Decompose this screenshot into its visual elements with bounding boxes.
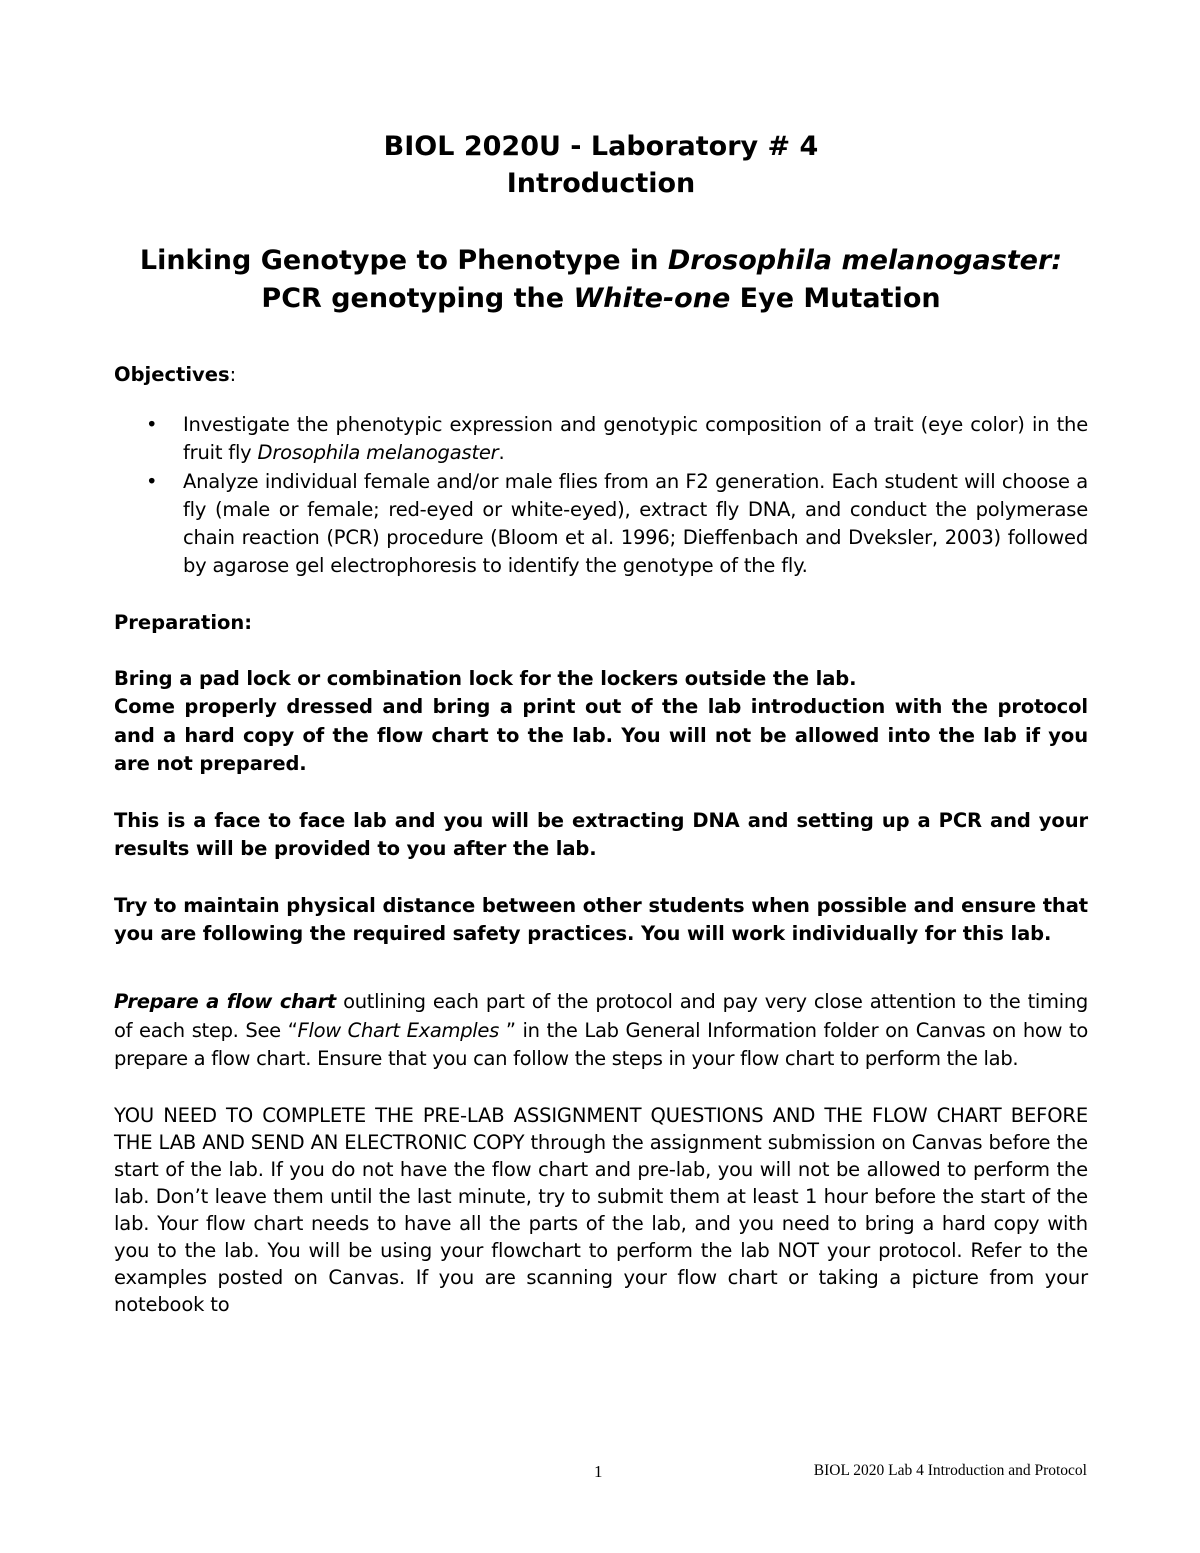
subtitle-line1-italic: Drosophila melanogaster: [667, 245, 1063, 276]
flowchart-lead: Prepare a flow chart [114, 989, 336, 1013]
flowchart-text-a: outlining each part of the protocol and pay very close attention to the timing of each step. See “ [114, 989, 1088, 1042]
flowchart-paragraph [114, 988, 1088, 1074]
objectives-heading-text: Objectives [114, 363, 230, 386]
document-page [114, 128, 1088, 1338]
preparation-distance-text: Try to maintain physical distance between other students when possible and ensure that you are following the required safety practices. You will work individually for this lab. [114, 893, 1088, 946]
subtitle [114, 242, 1088, 318]
flowchart-text-b: ” in the Lab General Information folder on Canvas on how to prepare a flow chart. Ensure that you can follow the steps in your flow chart to perform the lab. [114, 1018, 1088, 1071]
list-item [114, 411, 1088, 468]
objective-1-text: Investigate the phenotypic expression and genotypic composition of a trait (eye color) in the fruit fly [183, 413, 1088, 465]
preparation-lock-text: Bring a pad lock or combination lock for the lockers outside the lab. [114, 666, 857, 690]
subtitle-line2-text: PCR genotyping the [261, 283, 574, 314]
objective-1-end: . [498, 441, 505, 465]
footer-doc-label: BIOL 2020 Lab 4 Introduction and Protocol [813, 1462, 1087, 1479]
subtitle-line2-italic: White-one [573, 283, 731, 314]
subtitle-line1-text: Linking Genotype to Phenotype in [139, 245, 668, 276]
bullet-icon: • [146, 469, 158, 493]
page-number: 1 [594, 1462, 603, 1481]
preparation-heading: Preparation: [114, 610, 253, 634]
flowchart-italic: Flow Chart Examples [297, 1018, 506, 1042]
objectives-heading [114, 361, 1088, 389]
page-title [114, 128, 1088, 202]
objective-2-text: Analyze individual female and/or male flies from an F2 generation. Each student will choose a fly (male or female; red-eyed or white-eyed), extract fly DNA, and conduct the polymerase chain reaction (PCR) procedure (Bloom et al. 1996; Dieffenbach and Dveksler, 2003) followed by agarose gel electrophoresis to identify the genotype of the fly. [183, 469, 1088, 578]
objective-1-italic: Drosophila melanogaster [257, 441, 499, 465]
prelab-paragraph: YOU NEED TO COMPLETE THE PRE-LAB ASSIGNMENT QUESTIONS AND THE FLOW CHART BEFORE THE LAB AND SEND AN ELECTRONIC COPY through the assignment submission on Canvas before the start of the lab. If you do not have the flow chart and pre-lab, you will not be allowed to perform the lab. Don’t leave them until the last minute, try to submit them at least 1 hour before the start of the lab. Your flow chart needs to have all the parts of the lab, and you need to bring a hard copy with you to the lab. You will be using your flowchart to perform the lab NOT your protocol. Refer to the examples posted on Canvas. If you are scanning your flow chart or taking a picture from your notebook to [114, 1104, 1088, 1317]
objectives-heading-colon: : [229, 363, 237, 386]
preparation-face-to-face-text: This is a face to face lab and you will be extracting DNA and setting up a PCR and your results will be provided to you after the lab. [114, 808, 1088, 861]
title-line-2: Introduction [506, 168, 696, 199]
title-line-1: BIOL 2020U - Laboratory # 4 [383, 131, 819, 162]
bullet-icon: • [146, 413, 158, 436]
preparation-dress-text: Come properly dressed and bring a print out of the lab introduction with the protocol and a hard copy of the flow chart to the lab. You will not be allowed into the lab if you are not prepared. [114, 695, 1088, 776]
list-item [114, 468, 1088, 581]
subtitle-line2-end: Eye Mutation [730, 283, 941, 314]
objectives-list [114, 411, 1088, 581]
